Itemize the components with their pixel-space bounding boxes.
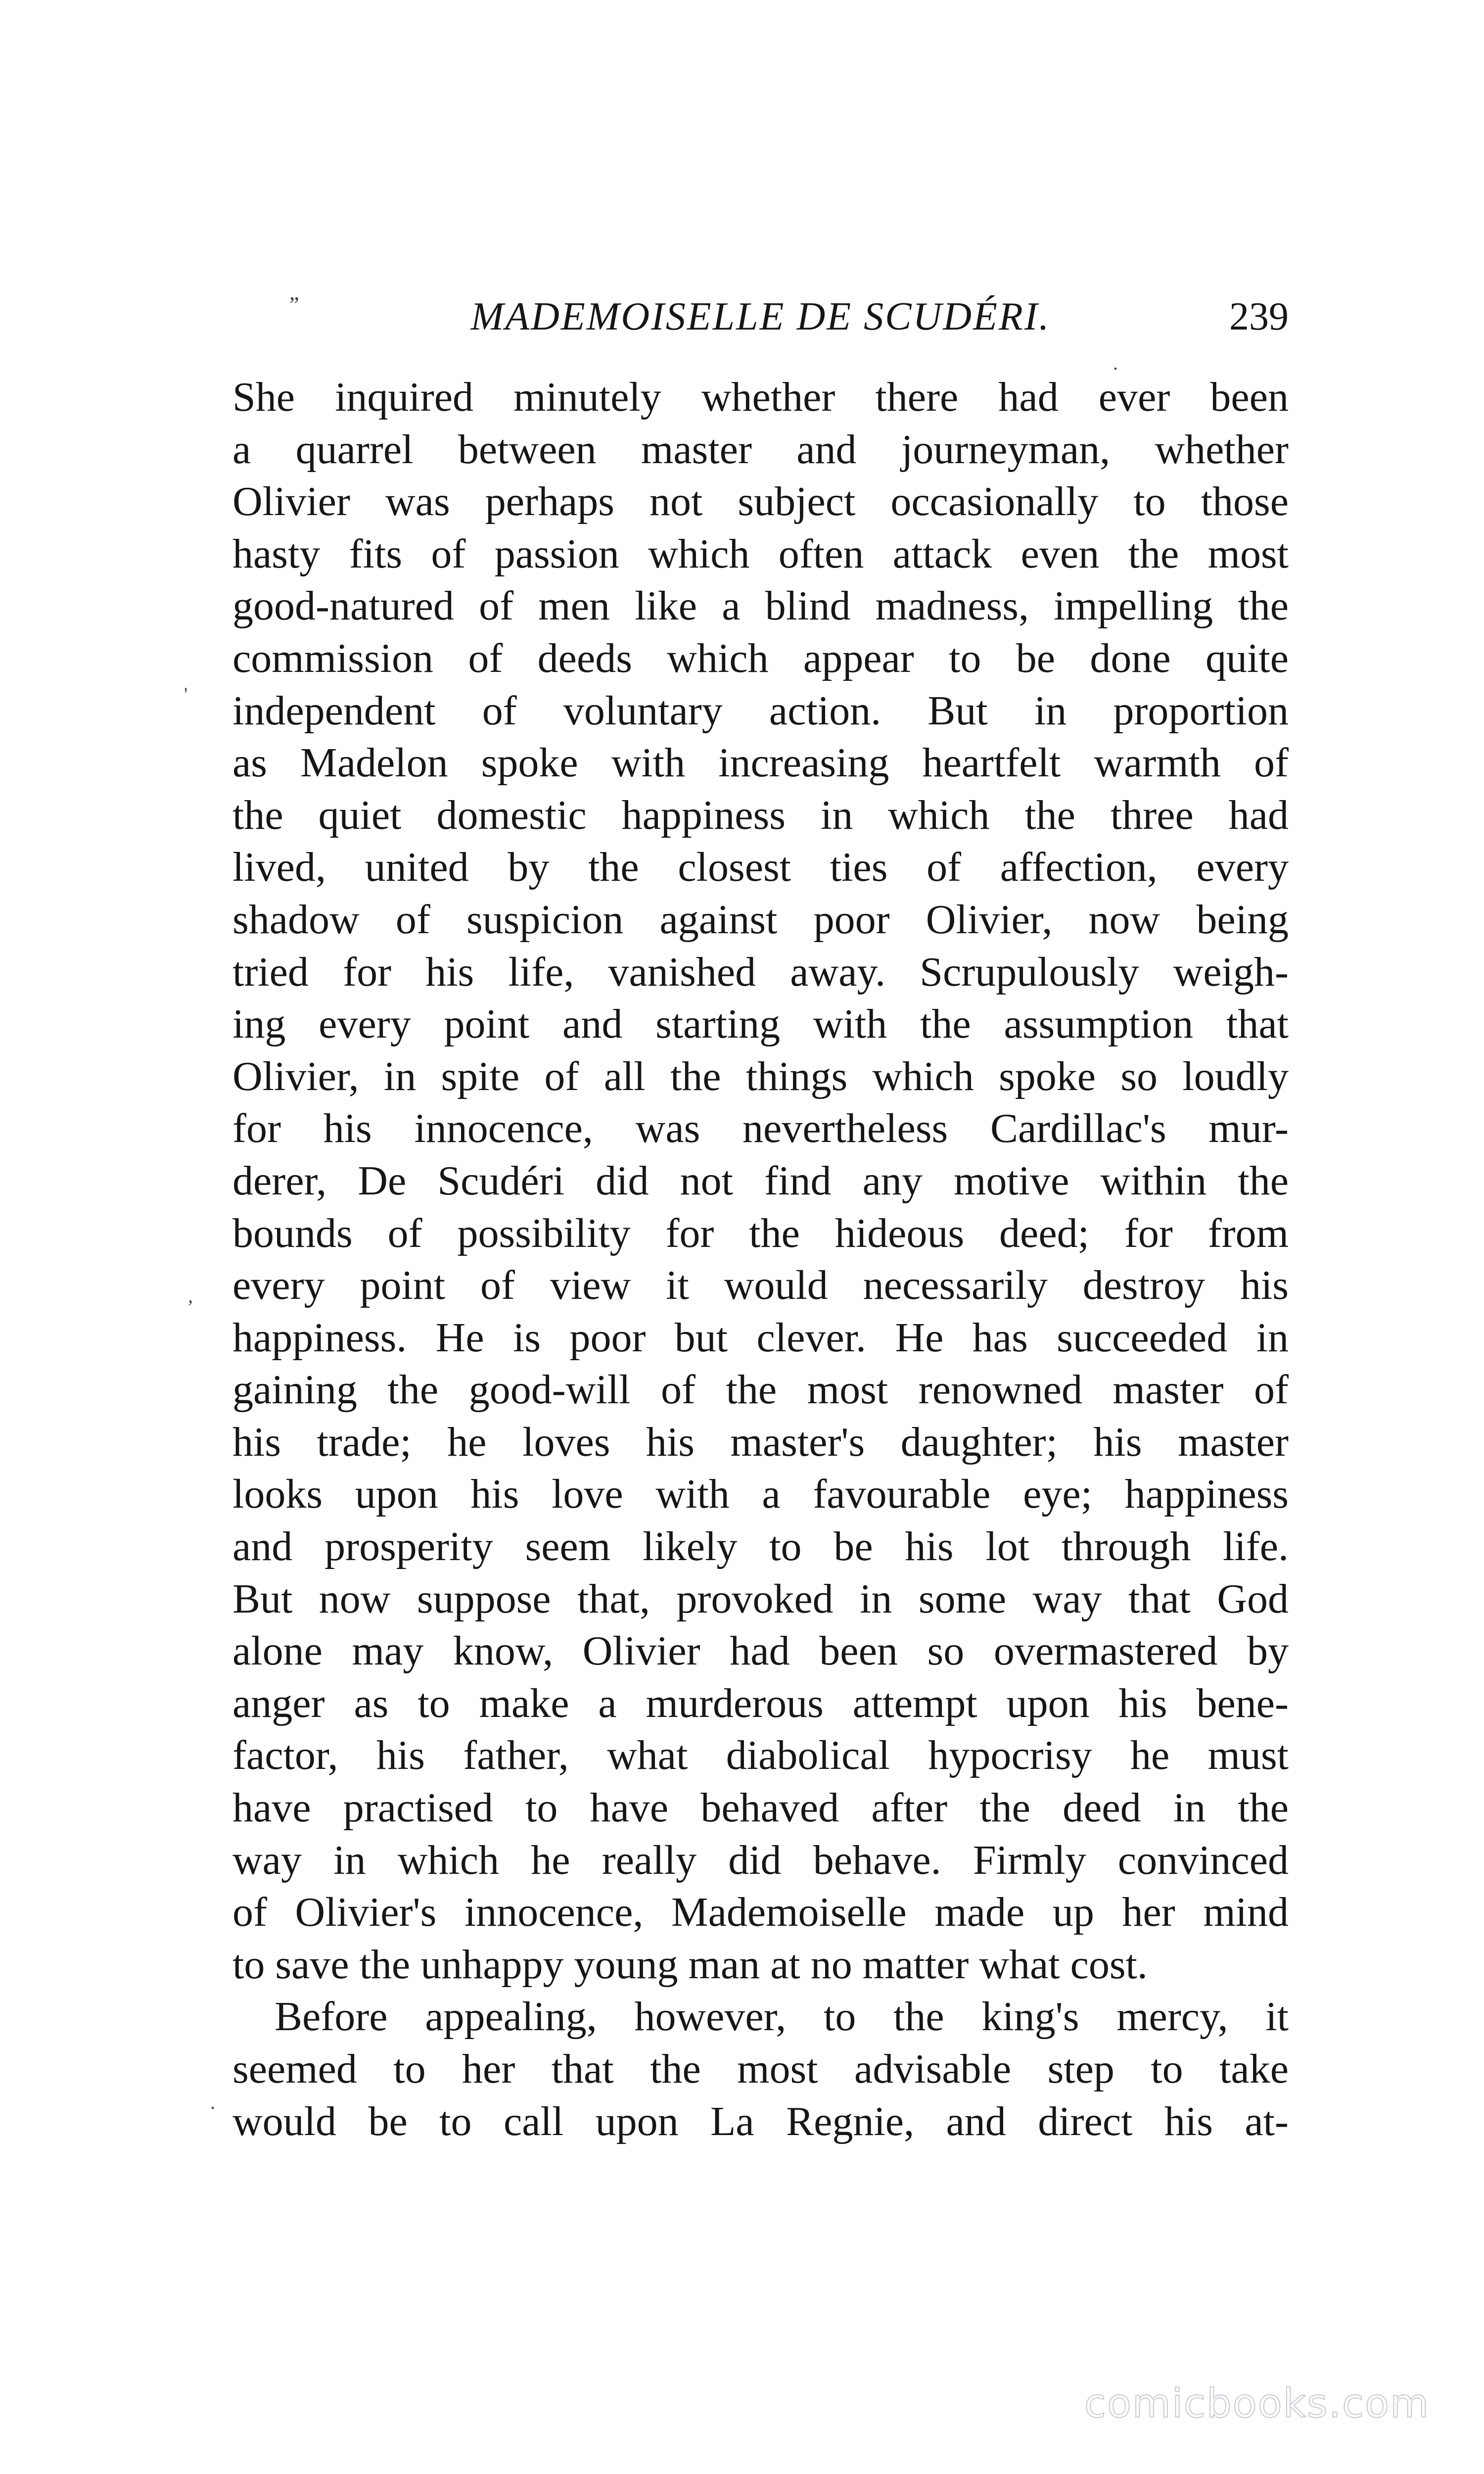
text-line: Olivier, in spite of all the things which spoke so loudly	[232, 1053, 1289, 1099]
text-line: alone may know, Olivier had been so overmastered by	[232, 1628, 1289, 1674]
text-line: bounds of possibility for the hideous deed; for from	[232, 1210, 1289, 1256]
paragraph-end-line: to save the unhappy young man at no matter what cost.	[232, 1941, 1148, 1988]
text-line: gaining the good-will of the most renowned master of	[232, 1367, 1289, 1413]
text-line: have practised to have behaved after the deed in the	[232, 1785, 1289, 1831]
body-text	[232, 371, 1289, 2147]
page-header	[232, 287, 1289, 346]
text-line: way in which he really did behave. Firmly convinced	[232, 1837, 1289, 1883]
text-line: looks upon his love with a favourable eye; happiness	[232, 1471, 1289, 1518]
text-line: shadow of suspicion against poor Olivier, now being	[232, 896, 1289, 943]
text-line: and prosperity seem likely to be his lot through life.	[232, 1523, 1289, 1570]
text-line: commission of deeds which appear to be done quite	[232, 635, 1289, 681]
print-speck: .	[210, 2091, 215, 2113]
text-line: tried for his life, vanished away. Scrupulously weigh-	[232, 949, 1289, 995]
running-head: MADEMOISELLE DE SCUDÉRI.	[470, 295, 1051, 338]
text-line: his trade; he loves his master's daughter; his master	[232, 1419, 1289, 1465]
page-number: 239	[1229, 295, 1289, 338]
header-mark: ”	[289, 292, 299, 317]
text-line: would be to call upon La Regnie, and direct his at-	[232, 2098, 1289, 2144]
text-line: anger as to make a murderous attempt upon his bene-	[232, 1680, 1289, 1726]
text-line: She inquired minutely whether there had ever been	[232, 374, 1289, 420]
paragraph-first-line: Before appealing, however, to the king's mercy, it	[275, 1994, 1289, 2040]
text-line: lived, united by the closest ties of affection, every	[232, 844, 1289, 891]
text-line: independent of voluntary action. But in proportion	[232, 687, 1289, 734]
text-line: every point of view it would necessarily destroy his	[232, 1262, 1289, 1309]
text-line: as Madelon spoke with increasing heartfelt warmth of	[232, 740, 1289, 786]
text-line: happiness. He is poor but clever. He has succeeded in	[232, 1314, 1289, 1361]
text-line: for his innocence, was nevertheless Cardillac's mur-	[232, 1105, 1289, 1152]
text-line: of Olivier's innocence, Mademoiselle made up her mind	[232, 1889, 1289, 1936]
text-line: derer, De Scudéri did not find any motive within the	[232, 1157, 1289, 1204]
text-line: But now suppose that, provoked in some way that God	[232, 1575, 1289, 1622]
print-speck: .	[1113, 352, 1118, 374]
text-line: a quarrel between master and journeyman, whether	[232, 426, 1289, 473]
text-line: the quiet domestic happiness in which the three had	[232, 792, 1289, 838]
text-line: good-natured of men like a blind madness, impelling the	[232, 583, 1289, 629]
text-line: seemed to her that the most advisable step to take	[232, 2046, 1289, 2092]
text-line: factor, his father, what diabolical hypocrisy he must	[232, 1732, 1289, 1779]
watermark: comicbooks.com	[1084, 2380, 1430, 2426]
print-speck: ,	[188, 1285, 193, 1307]
text-line: Olivier was perhaps not subject occasionally to those	[232, 478, 1289, 525]
print-speck: '	[184, 683, 188, 706]
text-line: ing every point and starting with the assumption that	[232, 1001, 1289, 1047]
text-line: hasty fits of passion which often attack even the most	[232, 530, 1289, 577]
